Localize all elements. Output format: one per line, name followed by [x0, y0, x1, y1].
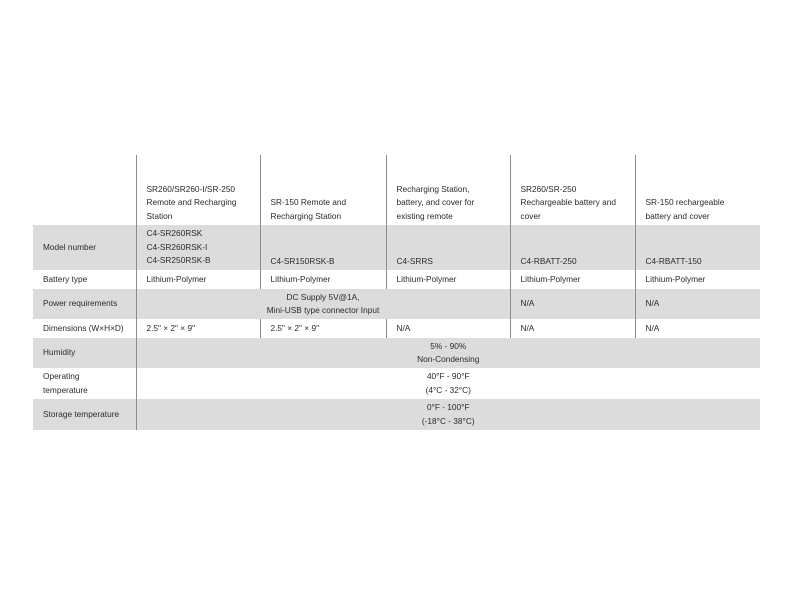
column-header-3 — [386, 155, 510, 225]
table-row-battery-type — [33, 270, 760, 289]
column-header-1-line-2: Remote and Recharging — [146, 197, 237, 207]
column-header-3-line-2: battery, and cover for — [396, 197, 475, 207]
model-number-1-line-3: C4-SR250RSK-B — [146, 255, 211, 266]
column-header-5-line-1: SR-150 rechargeable — [645, 197, 725, 207]
table-row-power-requirements — [33, 289, 760, 319]
cell-battery-type-5: Lithium-Polymer — [635, 270, 760, 289]
cell-model-number-1 — [136, 225, 260, 270]
cell-model-number-2: C4-SR150RSK-B — [260, 225, 386, 270]
column-header-2-line-1: SR-150 Remote and — [270, 197, 347, 207]
cell-battery-type-2: Lithium-Polymer — [260, 270, 386, 289]
column-header-2 — [260, 155, 386, 225]
column-header-5 — [635, 155, 760, 225]
row-label-battery-type: Battery type — [43, 273, 88, 284]
cell-dimensions-5: N/A — [635, 319, 760, 338]
cell-model-number-4: C4-RBATT-250 — [510, 225, 635, 270]
cell-dimensions-3: N/A — [386, 319, 510, 338]
cell-battery-type-1: Lithium-Polymer — [136, 270, 260, 289]
column-header-4 — [510, 155, 635, 225]
storage-temperature-line-2: (-18°C - 38°C) — [421, 415, 475, 426]
table-row-operating-temperature — [33, 368, 760, 399]
model-number-1-line-1: C4-SR260RSK — [146, 228, 203, 239]
column-header-4-line-2: Rechargeable battery and — [520, 197, 616, 207]
model-number-1-line-2: C4-SR260RSK-I — [146, 241, 208, 252]
column-header-1 — [136, 155, 260, 225]
column-header-5-line-2: battery and cover — [645, 210, 710, 221]
cell-dimensions-4: N/A — [510, 319, 635, 338]
cell-battery-type-3: Lithium-Polymer — [386, 270, 510, 289]
cell-power-requirements-merged — [136, 289, 510, 319]
operating-temperature-label-line-1: Operating — [43, 371, 80, 381]
row-label-humidity: Humidity — [33, 338, 136, 368]
column-header-4-line-3: cover — [520, 210, 541, 221]
cell-model-number-3: C4-SRRS — [386, 225, 510, 270]
cell-power-requirements-5: N/A — [635, 289, 760, 319]
column-header-3-line-3: existing remote — [396, 210, 453, 221]
row-label-model-number: Model number — [33, 225, 136, 270]
table-row-dimensions — [33, 319, 760, 338]
power-requirements-line-2: Mini-USB type connector Input — [266, 305, 380, 315]
cell-dimensions-1: 2.5" × 2" × 9" — [136, 319, 260, 338]
column-header-3-line-1: Recharging Station, — [396, 183, 470, 194]
operating-temperature-line-2: (4°C - 32°C) — [425, 384, 471, 395]
row-label-power-requirements: Power requirements — [33, 289, 136, 319]
column-header-1-line-3: Station — [146, 210, 173, 221]
cell-operating-temperature-merged — [136, 368, 760, 399]
cell-dimensions-2: 2.5" × 2" × 9" — [260, 319, 386, 338]
humidity-line-1: 5% - 90% — [430, 340, 467, 351]
row-label-dimensions: Dimensions (W×H×D) — [43, 322, 124, 333]
power-requirements-line-1: DC Supply 5V@1A, — [286, 291, 360, 302]
column-header-2-line-2: Recharging Station — [270, 210, 342, 221]
row-label-operating-temperature — [33, 368, 136, 399]
header-row — [33, 155, 760, 225]
cell-battery-type-4: Lithium-Polymer — [510, 270, 635, 289]
specifications-table — [33, 155, 760, 430]
row-label-storage-temperature: Storage temperature — [33, 399, 136, 430]
table-row-humidity — [33, 338, 760, 368]
operating-temperature-label-line-2: temperature — [43, 384, 88, 395]
column-header-4-line-1: SR260/SR-250 — [520, 183, 577, 194]
header-corner — [33, 155, 136, 225]
humidity-line-2: Non-Condensing — [417, 354, 480, 364]
table-row-model-number — [33, 225, 760, 270]
column-header-1-line-1: SR260/SR260-I/SR-250 — [146, 183, 236, 194]
table-row-storage-temperature — [33, 399, 760, 430]
storage-temperature-line-1: 0°F - 100°F — [426, 402, 470, 412]
cell-humidity-merged — [136, 338, 760, 368]
cell-storage-temperature-merged — [136, 399, 760, 430]
cell-model-number-5: C4-RBATT-150 — [635, 225, 760, 270]
operating-temperature-line-1: 40°F - 90°F — [426, 371, 470, 381]
cell-power-requirements-4: N/A — [510, 289, 635, 319]
